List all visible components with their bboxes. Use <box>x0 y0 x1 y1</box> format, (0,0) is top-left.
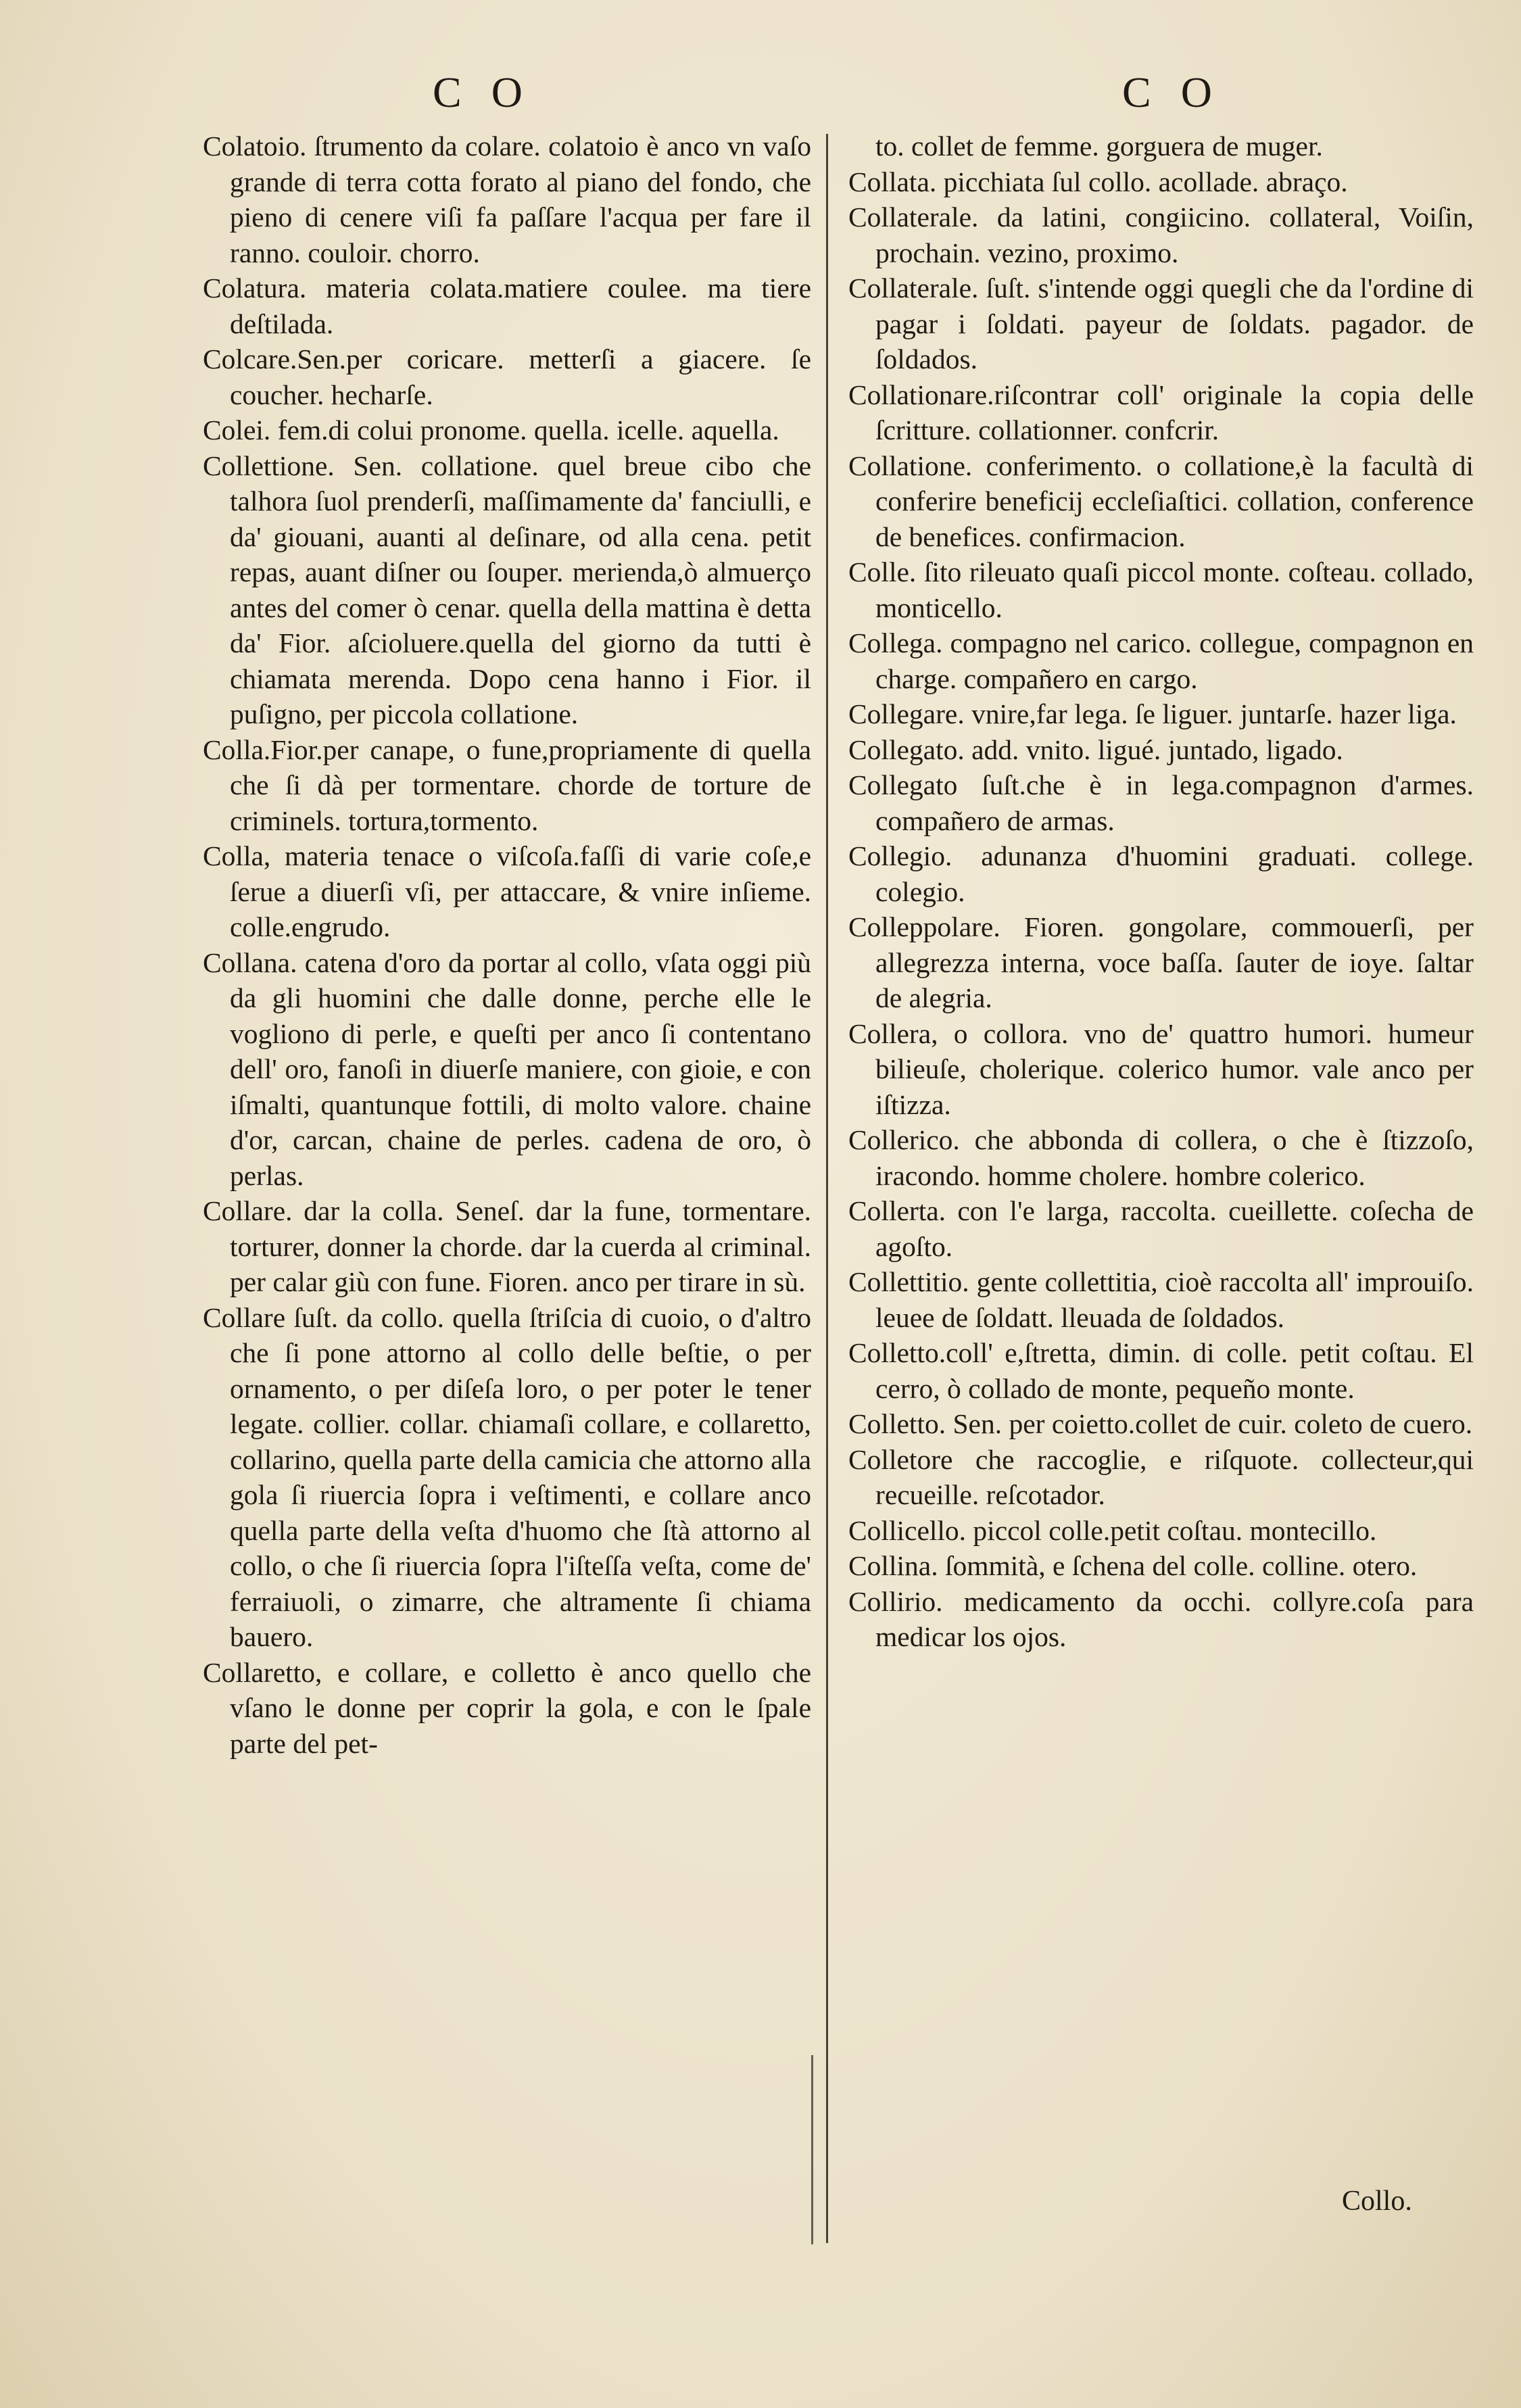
entry-colla-materia: Colla, materia tenace o viſcoſa.faſſi di varie coſe,e ſerue a diuerſi vſi, per attaccare, & vnire inſieme. colle.engrudo. <box>203 840 811 942</box>
entry-collerta: Collerta. con l'e larga, raccolta. cueillette. coſecha de agoſto. <box>848 1195 1474 1262</box>
entry-colle: Colle. ſito rileuato quaſi piccol monte. coſteau. collado, monticello. <box>848 556 1474 623</box>
entry-collerico: Collerico. che abbonda di collera, o che è ſtizzoſo, iracondo. homme cholere. hombre colerico. <box>848 1124 1474 1191</box>
entry-collegare: Collegare. vnire,far lega. ſe liguer. juntarſe. hazer liga. <box>848 698 1457 729</box>
running-head-right: C O <box>1122 68 1222 116</box>
entry-collata: Collata. picchiata ſul collo. acollade. abraço. <box>848 166 1348 197</box>
entry-colla-fior: Colla.Fior.per canape, o fune,propriamente di quella che ſi dà per tormentare. chorde de torture de criminels. tortura,tormento. <box>203 733 811 836</box>
entry-collegato-add: Collegato. add. vnito. ligué. juntado, ligado. <box>848 733 1343 765</box>
entry-collatione: Collatione. conferimento. o collatione,è la facultà di conferire beneficij eccleſiaſtici. collation, conference de benefices. confirmacion. <box>848 450 1474 552</box>
entry-colleppolare: Colleppolare. Fioren. gongolare, commouerſi, per allegrezza interna, voce baſſa. ſauter de ioye. ſaltar de alegria. <box>848 911 1474 1013</box>
entry-collationare: Collationare.riſcontrar coll' originale la copia delle ſcritture. collationner. confcrir. <box>848 379 1474 446</box>
entry-collina: Collina. ſommità, e ſchena del colle. colline. otero. <box>848 1550 1418 1581</box>
entry-colletore: Colletore che raccoglie, e riſquote. collecteur,qui recueille. reſcotador. <box>848 1443 1474 1510</box>
entry-colatura: Colatura. materia colata.matiere coulee. ma tiere deſtilada. <box>203 272 811 339</box>
entry-collegato-sust: Collegato ſuſt.che è in lega.compagnon d'armes. compañero de armas. <box>848 769 1474 836</box>
entry-continuation: to. collet de femme. gorguera de muger. <box>875 130 1323 162</box>
entry-collicello: Collicello. piccol colle.petit coſtau. montecillo. <box>848 1514 1377 1546</box>
catchword: Collo. <box>1342 2186 1412 2217</box>
entry-colletto-sen: Colletto. Sen. per coietto.collet de cuir. coleto de cuero. <box>848 1408 1473 1439</box>
column-divider-lower <box>811 2055 813 2244</box>
right-column <box>848 128 1474 1655</box>
entry-collera: Collera, o collora. vno de' quattro humori. humeur bilieuſe, cholerique. colerico humor. vale anco per iſtizza. <box>848 1017 1474 1120</box>
column-divider <box>826 134 828 2243</box>
left-column <box>203 128 811 1761</box>
entry-collirio: Collirio. medicamento da occhi. collyre.coſa para medicar los ojos. <box>848 1585 1474 1652</box>
entry-colatoio: Colatoio. ſtrumento da colare. colatoio è anco vn vaſo grande di terra cotta forato al piano del fondo, che pieno di cenere viſi fa paſſare l'acqua per fare il ranno. couloir. chorro. <box>203 130 811 268</box>
entry-collettione: Collettione. Sen. collatione. quel breue cibo che talhora ſuol prenderſi, maſſimamente da' fanciulli, e da' giouani, auanti al deſinare, od alla cena. petit repas, auant diſner ou ſouper. merienda,ò almuerço antes del comer ò cenar. quella della mattina è detta da' Fior. aſcioluere.quella del giorno da tutti è chiamata merenda. Dopo cena hanno i Fior. il puſigno, per piccola collatione. <box>203 450 811 729</box>
entry-collana: Collana. catena d'oro da portar al collo, vſata oggi più da gli huomini che dalle donne, perche elle le vogliono di perle, e queſti per anco ſi contentano dell' oro, fanoſi in diuerſe maniere, con gioie, e con iſmalti, quantunque fottili, di molto valore. chaine d'or, carcan, chaine de perles. cadena de oro, ò perlas. <box>203 946 811 1191</box>
entry-collaretto: Collaretto, e collare, e colletto è anco quello che vſano le donne per coprir la gola, e con le ſpale parte del pet- <box>203 1656 811 1759</box>
entry-colcare: Colcare.Sen.per coricare. metterſi a giacere. ſe coucher. hecharſe. <box>203 343 811 410</box>
entry-collaterale: Collaterale. da latini, congiicino. collateral, Voiſin, prochain. vezino, proximo. <box>848 201 1474 268</box>
entry-collegio: Collegio. adunanza d'huomini graduati. college. colegio. <box>848 840 1474 907</box>
entry-collare-sust: Collare ſuſt. da collo. quella ſtriſcia di cuoio, o d'altro che ſi pone attorno al collo delle beſtie, o per ornamento, o per diſeſa loro, o per poter le tener legate. collier. collar. chiamaſi collare, e collaretto, collarino, quella parte della camicia che attorno alla gola ſi riuercia ſopra i veſtimenti, e collare anco quella parte della veſta d'huomo che ſtà attorno al collo, o che ſi riuercia ſopra l'iſteſſa veſta, come de' ferraiuoli, o zimarre, che altramente ſi chiama bauero. <box>203 1301 811 1652</box>
entry-colei: Colei. fem.di colui pronome. quella. icelle. aquella. <box>203 414 779 446</box>
entry-collare: Collare. dar la colla. Seneſ. dar la fune, tormentare. torturer, donner la chorde. dar la cuerda al criminal. per calar giù con fune. Fioren. anco per tirare in sù. <box>203 1195 811 1297</box>
entry-collaterale-sust: Collaterale. ſuſt. s'intende oggi quegli che da l'ordine di pagar i ſoldati. payeur de ſoldats. pagador. de ſoldados. <box>848 272 1474 375</box>
running-head-left: C O <box>433 68 532 116</box>
entry-collettitio: Collettitio. gente collettitia, cioè raccolta all' improuiſo. leuee de ſoldatt. lleuada de ſoldados. <box>848 1266 1474 1333</box>
entry-colletto-dimin: Colletto.coll' e,ſtretta, dimin. di colle. petit coſtau. El cerro, ò collado de monte, pequeño monte. <box>848 1337 1474 1404</box>
entry-collega: Collega. compagno nel carico. collegue, compagnon en charge. compañero en cargo. <box>848 627 1474 694</box>
